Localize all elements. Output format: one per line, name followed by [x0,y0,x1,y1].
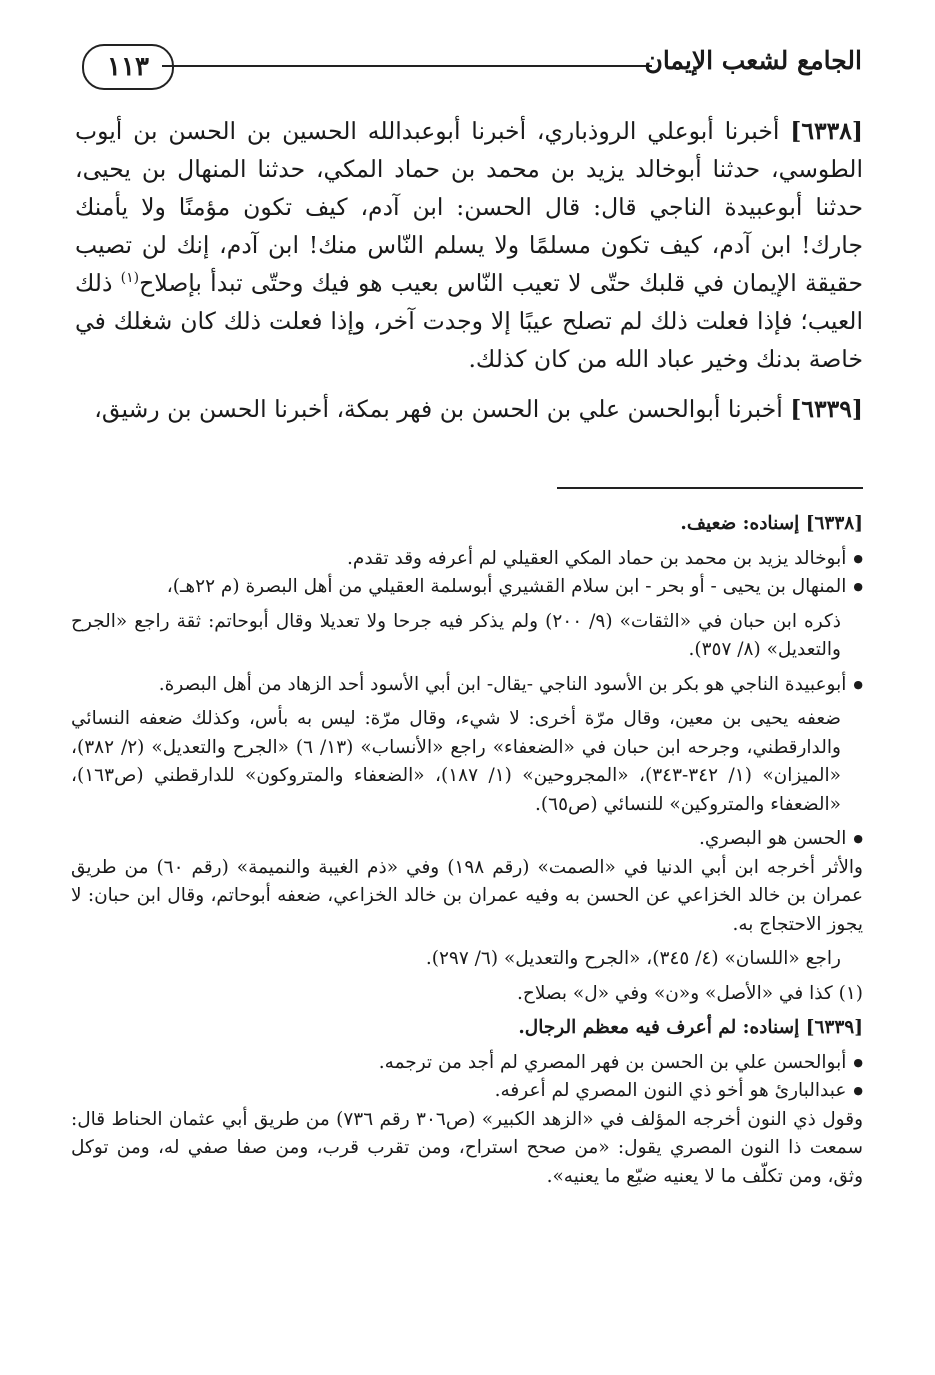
footnote-marker: (١) [120,270,140,287]
running-title: الجامع لشعب الإيمان [644,46,862,75]
hadith-number: [٦٣٣٨] [790,117,863,145]
footnote-bullet: ● المنهال بن يحيى - أو بحر - ابن سلام القشيري أبوسلمة العقيلي من أهل البصرة (م ٢٢هـ)، [71,573,863,602]
hadith-6338 [75,112,863,378]
footnote-bullet: ● أبوعبيدة الناجي هو بكر بن الأسود الناجي -يقال- ابن أبي الأسود أحد الزهاد من أهل البصرة. [71,671,863,700]
footnote-bullet: ● عبدالبارئ هو أخو ذي النون المصري لم أعرفه. [71,1077,863,1106]
hadith-text: أخبرنا أبوالحسن علي بن الحسن بن فهر بمكة، أخبرنا الحسن بن رشيق، [94,395,783,423]
footnote-bullet: ● أبوخالد يزيد بن محمد بن حماد المكي العقيلي لم أعرفه وقد تقدم. [71,545,863,574]
hadith-text: أخبرنا أبوعلي الروذباري، أخبرنا أبوعبدالله الحسين بن الحسن بن أيوب الطوسي، حدثنا أبوخالد يزيد بن محمد بن حماد المكي، حدثنا المنهال بن يحيى، حدثنا أبوعبيدة الناجي قال: قال الحسن: ابن آدم، كيف تكون مؤمنًا ولا يأمنك جارك! ابن آدم، كيف تكون مسلمًا ولا يسلم النّاس منك! ابن آدم، إنك لن تصيب حقيقة الإيمان في قلبك حتّى لا تعيب النّاس بعيب هو فيك وحتّى تبدأ بإصلاح [75,117,863,297]
footnote-heading: [٦٣٣٨] إسناده: ضعيف. [680,513,863,534]
footnote-text: ذكره ابن حبان في «الثقات» (٩/ ٢٠٠) ولم يذكر فيه جرحا ولا تعديلا وقال أبوحاتم: ثقة راجع «الجرح والتعديل» (٨/ ٣٥٧). [71,610,841,660]
footnote-bullet: ● الحسن هو البصري. [71,825,863,854]
footnote-text: وقول ذي النون أخرجه المؤلف في «الزهد الكبير» (ص٣٠٦ رقم ٧٣٦) من طريق أبي عثمان الحناط قال: سمعت ذا النون المصري يقول: «من صحح استراح، ومن تقرب قرب، ومن صفا صفي له، ومن توكل وثق، ومن تكلّف ما لا يعنيه ضيّع ما يعنيه». [71,1108,864,1187]
footnote-text: راجع «اللسان» (٤/ ٣٤٥)، «الجرح والتعديل» (٦/ ٢٩٧). [425,948,841,969]
page-number: ١١٣ [82,44,174,90]
hadith-text-continued: ذلك العيب؛ فإذا فعلت ذلك لم تصلح عيبًا إلا وجدت آخر، وإذا فعلت ذلك كان شغلك في خاصة بدنك وخير عباد الله من كان كذلك. [75,269,863,373]
footnote-separator [557,487,863,489]
footnote-bullet: ● أبوالحسن علي بن الحسن بن فهر المصري لم أجد من ترجمه. [71,1049,863,1078]
footnote-note: (١) كذا في «الأصل» و«ن» وفي «ل» بصلاح. [517,982,863,1004]
page-header [82,38,862,94]
footnote-heading: [٦٣٣٩] إسناده: لم أعرف فيه معظم الرجال. [518,1017,863,1038]
hadith-number: [٦٣٣٩] [790,395,863,423]
hadith-6339 [75,390,863,428]
main-text [75,112,863,440]
footnote-text: والأثر أخرجه ابن أبي الدنيا في «الصمت» (رقم ١٩٨) وفي «ذم الغيبة والنميمة» (رقم ٦٠) من طريق عمران بن خالد الخزاعي عن الحسن به وفيه عمران بن خالد الخزاعي، ضعفه أبوحاتم، وقال ابن حبان: لا يجوز الاحتجاج به. [71,856,863,935]
footnote-text: ضعفه يحيى بن معين، وقال مرّة أخرى: لا شيء، وقال مرّة: ليس به بأس، وكذلك ضعفه النسائي والدارقطني، وجرحه ابن حبان في «الضعفاء» راجع «الأنساب» (١٣/ ٦) «الجرح والتعديل» (٢/ ٣٨٢)، «الميزان» (١/ ٣٤٢-٣٤٣)، «المجروحين» (١/ ١٨٧)، «الضعفاء والمتروكون» للدارقطني (ص١٦٣)، «الضعفاء والمتروكين» للنسائي (ص٦٥). [71,708,841,815]
footnotes [71,510,863,1191]
header-rule [162,65,652,67]
